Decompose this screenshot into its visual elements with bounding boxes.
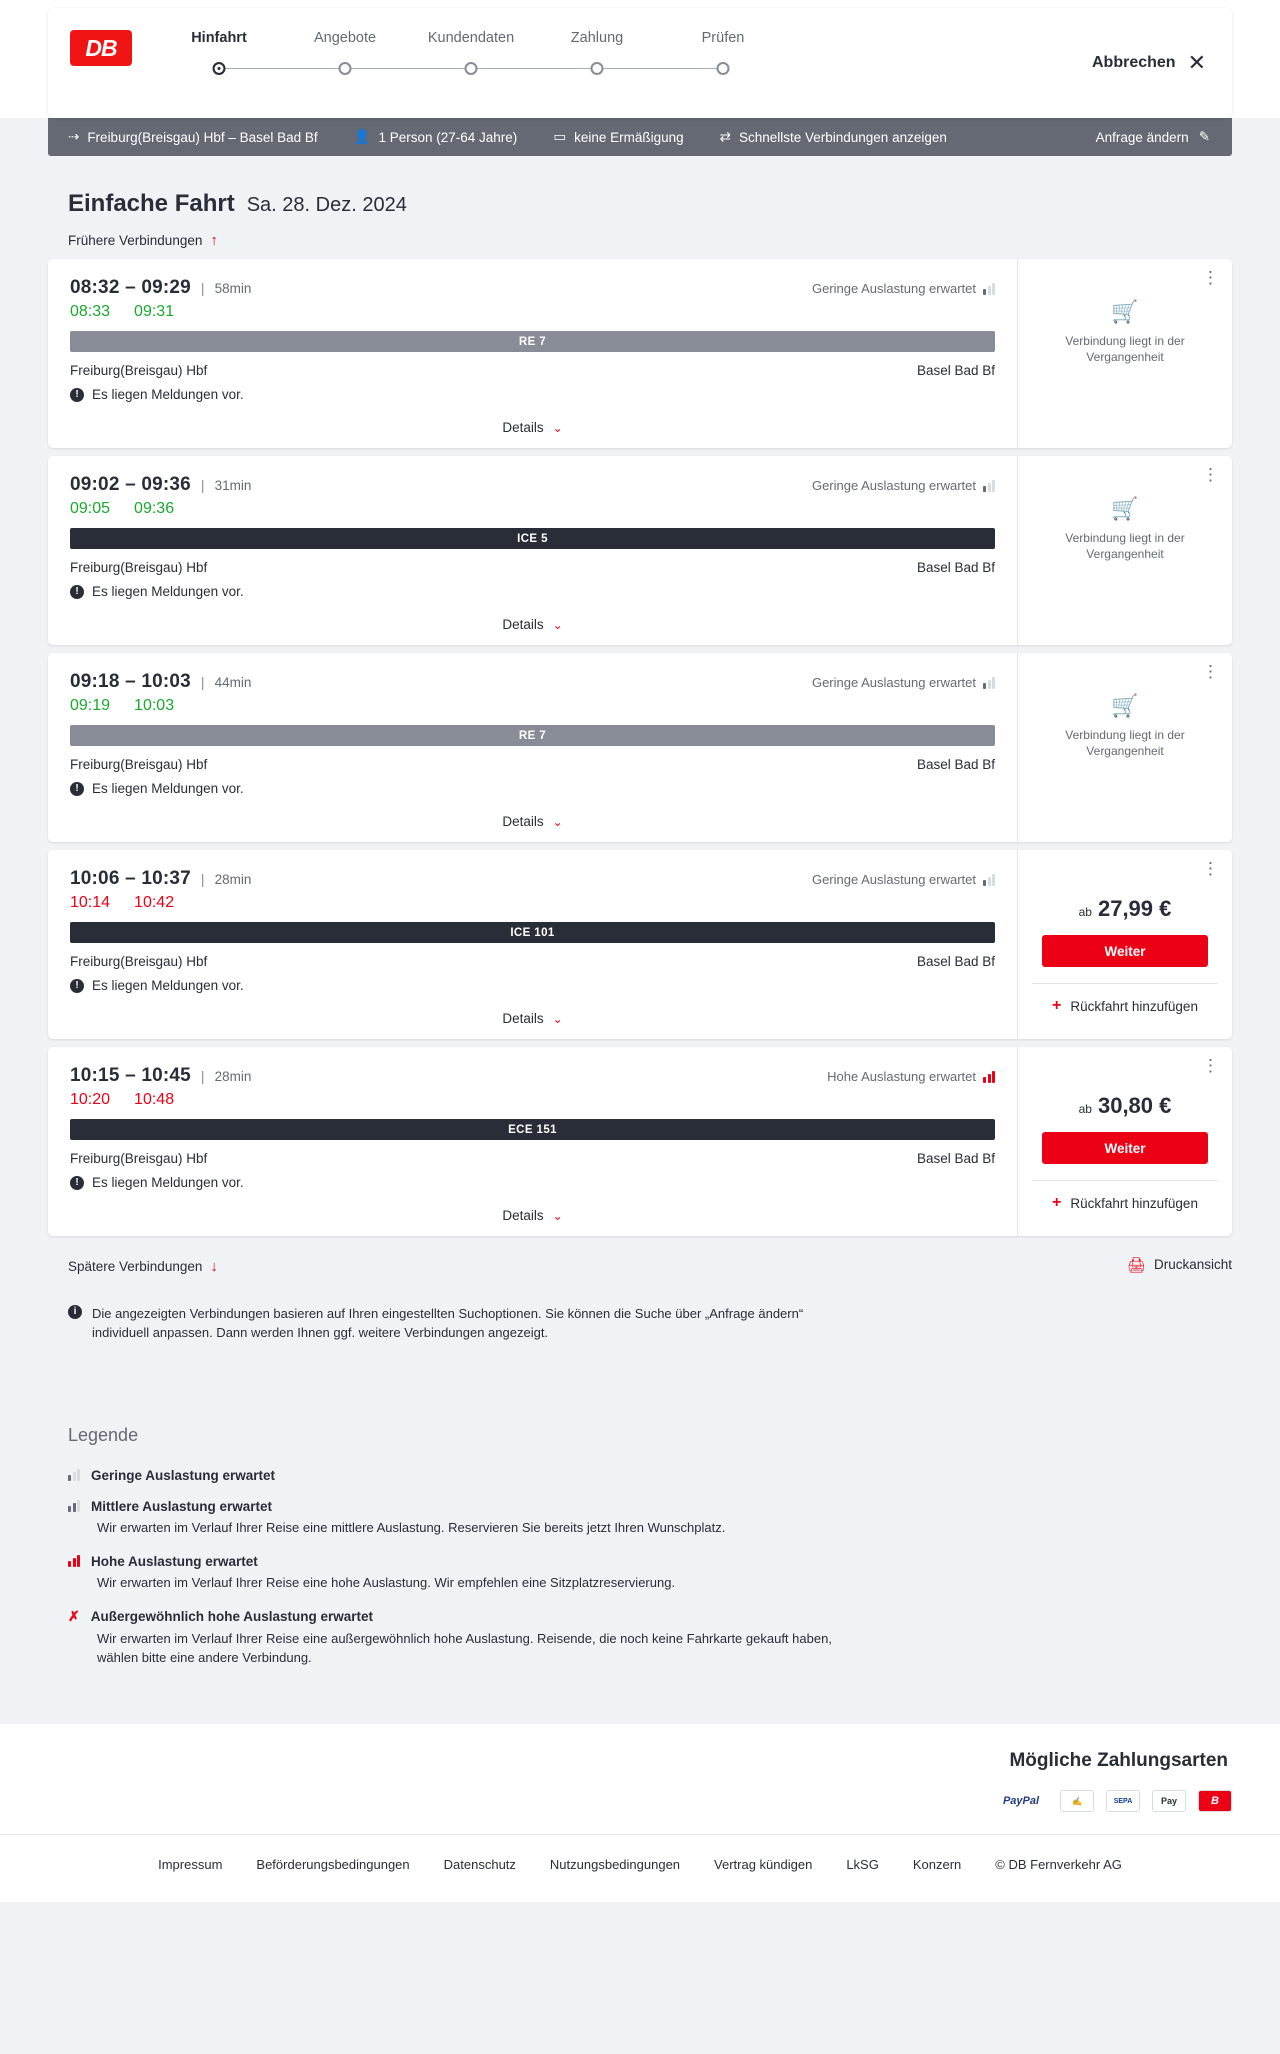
station-row (70, 757, 995, 772)
occupancy-bars-icon (68, 1555, 80, 1567)
train-label: RE 7 (518, 729, 547, 742)
train-label: ICE 5 (517, 532, 548, 545)
step-kundendaten[interactable] (408, 30, 534, 86)
add-return-button[interactable] (1032, 1180, 1218, 1224)
realtime-times (70, 894, 995, 912)
print-label: Druckansicht (1153, 1257, 1232, 1272)
occupancy-label: Geringe Auslastung erwartet (811, 478, 976, 493)
query-passengers[interactable] (336, 129, 536, 145)
occupancy-indicator (827, 1069, 995, 1084)
details-label: Details (502, 814, 544, 829)
train-label: RE 7 (518, 335, 547, 348)
details-label: Details (502, 420, 544, 435)
disruption-message[interactable] (70, 584, 995, 599)
realtime-departure: 08:33 (70, 303, 111, 320)
realtime-departure: 10:14 (70, 894, 111, 911)
info-icon: ! (70, 782, 84, 796)
more-options-icon[interactable]: ⋮ (1202, 859, 1220, 878)
occupancy-label: Geringe Auslastung erwartet (811, 281, 976, 296)
origin-station: Freiburg(Breisgau) Hbf (70, 954, 208, 969)
step-dot-row (660, 60, 786, 86)
step-connector (471, 68, 597, 69)
info-icon: ! (70, 1176, 84, 1190)
destination-station: Basel Bad Bf (916, 560, 995, 575)
past-connection-text: Verbindung liegt in der Vergangenheit (1065, 531, 1185, 562)
step-connector (345, 68, 471, 69)
db-payment-icon: B (1198, 1790, 1232, 1812)
occupancy-label: Hohe Auslastung erwartet (827, 1069, 976, 1084)
more-options-icon[interactable]: ⋮ (1202, 662, 1220, 681)
progress-stepper (156, 30, 786, 86)
footer-link[interactable]: Konzern (912, 1857, 962, 1873)
legend-label: Mittlere Auslastung erwartet (91, 1498, 273, 1514)
origin-station: Freiburg(Breisgau) Hbf (70, 363, 208, 378)
chevron-down-icon: ⌄ (552, 814, 563, 829)
realtime-times (70, 303, 995, 321)
destination-station: Basel Bad Bf (916, 363, 995, 378)
legend-label: Geringe Auslastung erwartet (91, 1467, 276, 1483)
more-options-icon[interactable]: ⋮ (1202, 1056, 1220, 1075)
step-label: Hinfahrt (191, 30, 247, 46)
step-hinfahrt[interactable] (156, 30, 282, 86)
occupancy-bars-icon (983, 480, 995, 492)
chevron-down-icon: ⌄ (552, 617, 563, 632)
disruption-message[interactable] (70, 978, 995, 993)
legend-description: Wir erwarten im Verlauf Ihrer Reise eine außergewöhnlich hohe Auslastung. Reisende, die noch keine Fahrkarte gekauft haben, wählen bitte eine andere Verbindung. (97, 1631, 832, 1666)
printer-icon: 🖨 (1126, 1256, 1146, 1274)
connection-duration: 28min (214, 872, 252, 887)
disruption-text: Es liegen Meldungen vor. (92, 781, 244, 796)
occupancy-label: Geringe Auslastung erwartet (811, 872, 976, 887)
train-label: ICE 101 (510, 926, 555, 939)
footer-link[interactable]: Vertrag kündigen (714, 1857, 813, 1873)
connection-duration: 58min (214, 281, 252, 296)
step-label: Prüfen (701, 30, 745, 46)
disruption-text: Es liegen Meldungen vor. (92, 584, 244, 599)
disruption-message[interactable] (70, 781, 995, 796)
separator: | (200, 871, 205, 887)
realtime-departure: 09:19 (70, 697, 111, 714)
legend-label: Außergewöhnlich hohe Auslastung erwartet (90, 1609, 374, 1625)
pencil-icon[interactable]: ✎ (1198, 129, 1210, 144)
step-label: Zahlung (570, 30, 624, 46)
chevron-down-icon: ⌄ (552, 1011, 563, 1026)
legend-heading (68, 1608, 1232, 1625)
query-summary-bar (48, 118, 1232, 156)
destination-station: Basel Bad Bf (916, 954, 995, 969)
step-dot[interactable] (339, 62, 352, 75)
step-dot-row (408, 60, 534, 86)
cart-disabled-icon: 🛒 (1111, 496, 1139, 521)
legend-heading (68, 1554, 1232, 1569)
connection-offer (1017, 456, 1232, 645)
sepa-icon: SEPA (1106, 1790, 1140, 1812)
connection-card[interactable] (48, 259, 1232, 448)
query-discount[interactable] (535, 129, 701, 145)
occupancy-indicator (812, 675, 995, 690)
step-dot[interactable] (213, 62, 226, 75)
legend-item (68, 1608, 1232, 1668)
main-content (0, 190, 1280, 1343)
disruption-text: Es liegen Meldungen vor. (92, 978, 244, 993)
occupancy-indicator (812, 478, 995, 493)
add-return-label: Rückfahrt hinzufügen (1070, 998, 1198, 1014)
payment-section (0, 1724, 1280, 1834)
legend-section (0, 1387, 1280, 1724)
station-row (70, 954, 995, 969)
occupancy-bars-icon (68, 1469, 80, 1481)
legend-label: Hohe Auslastung erwartet (91, 1553, 258, 1569)
step-label: Angebote (313, 30, 377, 46)
disruption-text: Es liegen Meldungen vor. (92, 387, 244, 402)
realtime-times (70, 500, 995, 518)
occupancy-bars-icon (983, 1071, 995, 1083)
realtime-arrival: 09:31 (134, 303, 175, 320)
price-value: 27,99 € (1097, 896, 1172, 921)
plus-icon: + (1052, 1194, 1062, 1211)
very-high-occupancy-icon: ✗ (68, 1608, 80, 1625)
connection-details (48, 653, 1017, 842)
connection-header (70, 868, 995, 890)
step-connector (219, 68, 345, 69)
card-icon: ▭ (553, 129, 567, 144)
disruption-message[interactable] (70, 1175, 995, 1190)
query-passengers-label: 1 Person (27-64 Jahre) (378, 129, 518, 145)
page-title (68, 190, 1232, 218)
connection-time-range: 10:15 – 10:45 (70, 1065, 191, 1086)
disruption-text: Es liegen Meldungen vor. (92, 1175, 244, 1190)
realtime-arrival: 10:03 (134, 697, 175, 714)
realtime-times (70, 697, 995, 715)
connection-card[interactable] (48, 850, 1232, 1039)
legend-item (68, 1554, 1232, 1593)
step-dot[interactable] (465, 62, 478, 75)
train-badge[interactable] (70, 528, 995, 549)
step-dot-row (534, 60, 660, 86)
separator: | (200, 280, 205, 296)
realtime-arrival: 10:48 (134, 1091, 175, 1108)
connection-offer (1017, 259, 1232, 448)
route-icon: ⇢ (68, 129, 80, 144)
print-view-button[interactable] (1127, 1256, 1232, 1274)
footer-link[interactable]: LkSG (846, 1857, 879, 1873)
later-connections-button[interactable] (68, 1258, 218, 1275)
destination-station: Basel Bad Bf (916, 757, 995, 772)
title-text: Einfache Fahrt (68, 190, 235, 217)
step-zahlung[interactable] (534, 30, 660, 86)
connection-offer (1017, 653, 1232, 842)
edit-request-button[interactable] (1096, 129, 1216, 145)
connection-header (70, 277, 995, 299)
price-prefix: ab (1078, 1102, 1092, 1116)
search-note (68, 1305, 858, 1343)
legend-description: Wir erwarten im Verlauf Ihrer Reise eine mittlere Auslastung. Reservieren Sie bereits jetzt Ihren Wunschplatz. (97, 1519, 726, 1535)
arrow-down-icon: ↓ (210, 1258, 218, 1275)
realtime-departure: 09:05 (70, 500, 111, 517)
occupancy-bars-icon (983, 283, 995, 295)
title-date: Sa. 28. Dez. 2024 (246, 194, 407, 216)
origin-station: Freiburg(Breisgau) Hbf (70, 757, 208, 772)
details-toggle[interactable] (70, 997, 995, 1039)
train-label: ECE 151 (508, 1123, 557, 1136)
cancel-button[interactable] (1092, 52, 1206, 74)
footer-link[interactable]: Nutzungsbedingungen (549, 1857, 681, 1873)
connection-card[interactable] (48, 1047, 1232, 1236)
details-label: Details (502, 617, 544, 632)
footer-link[interactable]: Impressum (158, 1857, 223, 1873)
cart-disabled-icon: 🛒 (1111, 299, 1139, 324)
payment-title: Mögliche Zahlungsarten (1009, 1750, 1228, 1772)
destination-station: Basel Bad Bf (916, 1151, 995, 1166)
step-dot[interactable] (717, 62, 730, 75)
more-options-icon[interactable]: ⋮ (1202, 268, 1220, 287)
person-icon: 👤 (353, 129, 371, 144)
continue-button[interactable]: Weiter (1042, 935, 1208, 967)
connection-card[interactable] (48, 653, 1232, 842)
arrow-up-icon: ↑ (210, 232, 218, 249)
chevron-down-icon: ⌄ (552, 1208, 563, 1223)
connection-time-range: 09:02 – 09:36 (70, 474, 191, 495)
price-display (1079, 896, 1172, 922)
connection-time-range: 10:06 – 10:37 (70, 868, 191, 889)
step-dot[interactable] (591, 62, 604, 75)
connection-card[interactable] (48, 456, 1232, 645)
connection-details (48, 456, 1017, 645)
copyright-text: © DB Fernverkehr AG (995, 1857, 1122, 1873)
legend-description: Wir erwarten im Verlauf Ihrer Reise eine hohe Auslastung. Wir empfehlen eine Sitzplatzreservierung. (97, 1574, 676, 1590)
booking-header (48, 8, 1232, 118)
occupancy-indicator (812, 872, 995, 887)
step-label: Kundendaten (427, 30, 515, 46)
footer-links (48, 1857, 1232, 1872)
cart-disabled-icon: 🛒 (1111, 693, 1139, 718)
past-connection-text: Verbindung liegt in der Vergangenheit (1065, 728, 1185, 759)
more-options-icon[interactable]: ⋮ (1202, 465, 1220, 484)
occupancy-bars-icon (983, 677, 995, 689)
direct-debit-icon: ✍ (1060, 1790, 1094, 1812)
connection-list (48, 259, 1232, 1236)
train-badge[interactable] (70, 725, 995, 746)
info-icon: ! (70, 585, 84, 599)
origin-station: Freiburg(Breisgau) Hbf (70, 1151, 208, 1166)
details-toggle[interactable] (70, 800, 995, 842)
step-connector (597, 68, 723, 69)
station-row (70, 560, 995, 575)
list-footer-row (48, 1244, 1232, 1285)
connection-header (70, 1065, 995, 1087)
connection-offer (1017, 1047, 1232, 1236)
info-icon: i (68, 1305, 82, 1319)
legend-item (68, 1468, 1232, 1483)
close-icon[interactable]: ✕ (1187, 50, 1206, 75)
legend-item (68, 1499, 1232, 1538)
later-label: Spätere Verbindungen (68, 1259, 203, 1274)
details-toggle[interactable] (70, 603, 995, 645)
db-logo: DB (70, 30, 132, 66)
past-connection-text: Verbindung liegt in der Vergangenheit (1065, 334, 1185, 365)
earlier-connections-button[interactable] (68, 232, 218, 249)
page-footer (0, 1834, 1280, 1902)
connection-time-range: 08:32 – 09:29 (70, 277, 191, 298)
edit-request-label: Anfrage ändern (1095, 129, 1189, 145)
train-badge[interactable] (70, 331, 995, 352)
train-badge[interactable] (70, 1119, 995, 1140)
payment-icons (48, 1790, 1232, 1812)
details-toggle[interactable] (70, 406, 995, 448)
info-icon: ! (70, 388, 84, 402)
step-dot-row (282, 60, 408, 86)
price-value: 30,80 € (1097, 1093, 1172, 1118)
realtime-arrival: 09:36 (134, 500, 175, 517)
legend-heading (68, 1499, 1232, 1514)
occupancy-indicator (812, 281, 995, 296)
connection-duration: 44min (214, 675, 252, 690)
separator: | (200, 674, 205, 690)
legend-title: Legende (68, 1424, 139, 1445)
earlier-label: Frühere Verbindungen (68, 233, 203, 248)
cancel-label: Abbrechen (1091, 54, 1176, 71)
connection-time-range: 09:18 – 10:03 (70, 671, 191, 692)
occupancy-bars-icon (68, 1500, 80, 1512)
chevron-down-icon: ⌄ (552, 420, 563, 435)
realtime-times (70, 1091, 995, 1109)
step-angebote[interactable] (282, 30, 408, 86)
add-return-button[interactable] (1032, 983, 1218, 1027)
footer-link[interactable]: Datenschutz (443, 1857, 516, 1873)
info-icon: ! (70, 979, 84, 993)
train-badge[interactable] (70, 922, 995, 943)
legend-heading (68, 1468, 1232, 1483)
footer-link[interactable]: Beförderungsbedingungen (256, 1857, 410, 1873)
query-route-label: Freiburg(Breisgau) Hbf – Basel Bad Bf (87, 129, 318, 145)
connection-header (70, 474, 995, 496)
details-label: Details (502, 1208, 544, 1223)
origin-station: Freiburg(Breisgau) Hbf (70, 560, 208, 575)
connection-details (48, 259, 1017, 448)
connection-duration: 31min (214, 478, 252, 493)
occupancy-label: Geringe Auslastung erwartet (811, 675, 976, 690)
price-prefix: ab (1078, 905, 1092, 919)
realtime-departure: 10:20 (70, 1091, 111, 1108)
occupancy-bars-icon (983, 874, 995, 886)
station-row (70, 363, 995, 378)
paypal-icon: PayPal (994, 1790, 1048, 1812)
details-toggle[interactable] (70, 1194, 995, 1236)
query-options-label: Schnellste Verbindungen anzeigen (738, 129, 947, 145)
plus-icon: + (1052, 997, 1062, 1014)
connection-header (70, 671, 995, 693)
connection-duration: 28min (214, 1069, 252, 1084)
query-discount-label: keine Ermäßigung (574, 129, 684, 145)
details-label: Details (502, 1011, 544, 1026)
disruption-message[interactable] (70, 387, 995, 402)
add-return-label: Rückfahrt hinzufügen (1070, 1195, 1198, 1211)
station-row (70, 1151, 995, 1166)
step-dot-row (156, 60, 282, 86)
connection-details (48, 1047, 1017, 1236)
connection-offer (1017, 850, 1232, 1039)
apple-pay-icon: Pay (1152, 1790, 1186, 1812)
search-note-text: Die angezeigten Verbindungen basieren auf Ihren eingestellten Suchoptionen. Sie können die Suche über „Anfrage ändern“ individuell anpassen. Dann werden Ihnen ggf. weitere Verbindungen angezeigt. (92, 1306, 804, 1340)
query-options[interactable] (702, 129, 965, 145)
price-display (1079, 1093, 1172, 1119)
legend-list (48, 1468, 1232, 1668)
connection-details (48, 850, 1017, 1039)
separator: | (200, 1068, 205, 1084)
query-route[interactable] (64, 129, 336, 145)
filter-icon: ⇄ (719, 129, 731, 144)
step-prüfen[interactable] (660, 30, 786, 86)
header-area (0, 0, 1280, 118)
continue-button[interactable]: Weiter (1042, 1132, 1208, 1164)
realtime-arrival: 10:42 (134, 894, 175, 911)
separator: | (200, 477, 205, 493)
